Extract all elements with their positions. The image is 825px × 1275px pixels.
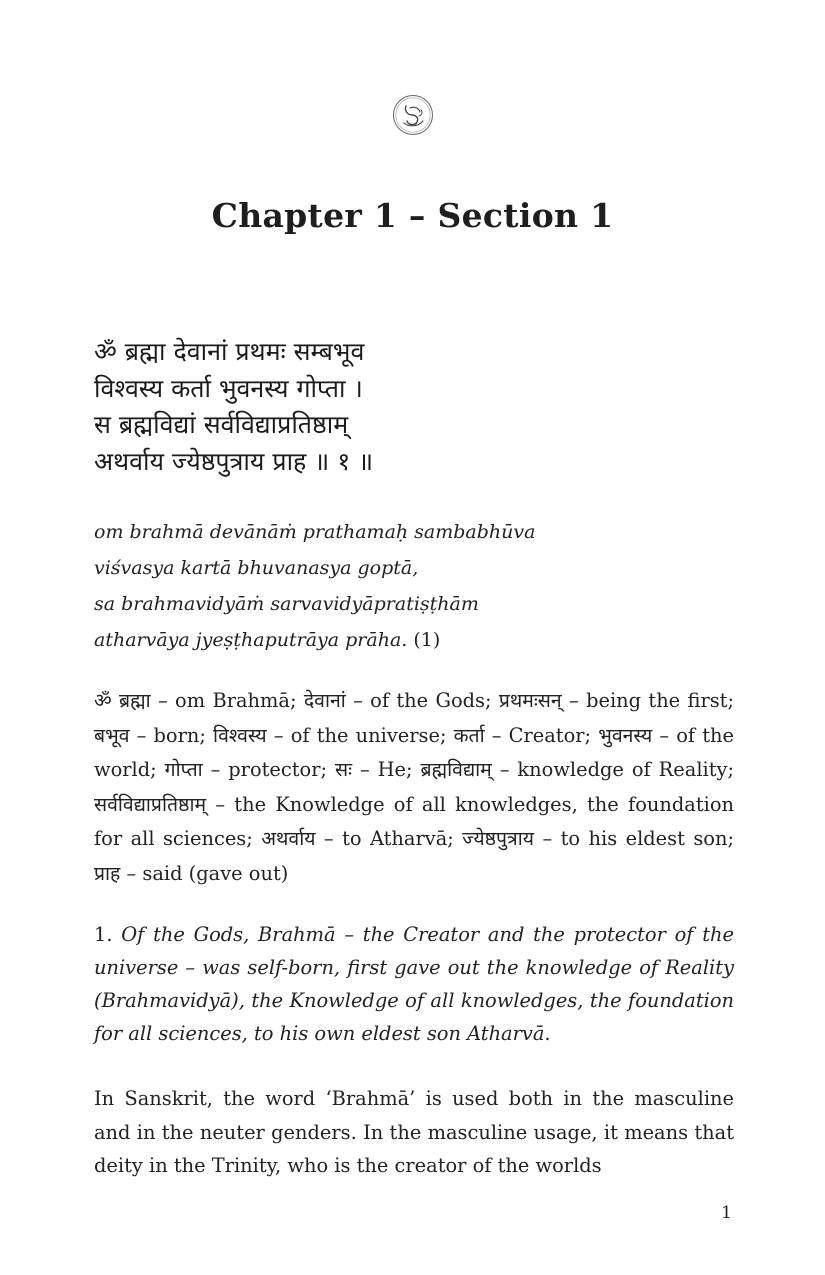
- translation-text: Of the Gods, Brahmā – the Creator and the protector of the universe – was self-born, first gave out the knowledge of Reality (Brahmavidyā), the Knowledge of all knowledges, the foundation for all sciences, to his own eldest son Atharvā.: [94, 923, 734, 1045]
- page-number: 1: [721, 1203, 732, 1223]
- transliteration-text: atharvāya jyeṣṭhaputrāya prāha.: [94, 629, 408, 651]
- transliteration-text: viśvasya kartā bhuvanasya goptā,: [94, 557, 419, 579]
- transliteration-text: sa brahmavidyāṁ sarvavidyāpratiṣṭhām: [94, 593, 479, 615]
- verse-line: स ब्रह्मविद्यां सर्वविद्याप्रतिष्ठाम्: [94, 410, 349, 439]
- chapter-title: Chapter 1 – Section 1: [211, 196, 614, 235]
- transliteration-text: om brahmā devānāṁ prathamaḥ sambabhūva: [94, 521, 536, 543]
- verse-line: विश्वस्य कर्ता भुवनस्य गोप्ता ।: [94, 373, 363, 403]
- word-meanings: ॐ ब्रह्मा – om Brahmā; देवानां – of the Gods; प्रथमःसन् – being the first; बभूव – born; विश्वस्य – of the universe; कर्ता – Creator; भुवनस्य – of the world; गोप्ता – protector; सः – He; ब्रह्मविद्याम् – knowledge of Reality; सर्वविद्याप्रतिष्ठाम् – the Knowledge of all knowledges, the foundation for all sciences; अथर्वाय – to Atharvā; ज्येष्ठपुत्राय – to his eldest son; प्राह – said (gave out): [94, 689, 734, 885]
- lotus-ornament-icon: [392, 94, 434, 136]
- verse-line: अथर्वाय ज्येष्ठपुत्राय प्राह ॥ १ ॥: [94, 446, 374, 476]
- transliteration-line: [94, 550, 734, 586]
- transliteration: [94, 514, 734, 658]
- commentary-paragraph: In Sanskrit, the word ‘Brahmā’ is used both in the masculine and in the neuter genders. In the masculine usage, it means that deity in the Trinity, who is the creator of the worlds: [94, 1087, 734, 1177]
- sanskrit-verse: [94, 334, 734, 480]
- transliteration-line: [94, 622, 734, 658]
- transliteration-line: [94, 514, 734, 550]
- verse-number: 1.: [94, 923, 122, 946]
- verse-line: ॐ ब्रह्मा देवानां प्रथमः सम्बभूव: [94, 337, 365, 366]
- verse-reference: (1): [407, 629, 441, 651]
- transliteration-line: [94, 586, 734, 622]
- verse-translation: [94, 918, 734, 1050]
